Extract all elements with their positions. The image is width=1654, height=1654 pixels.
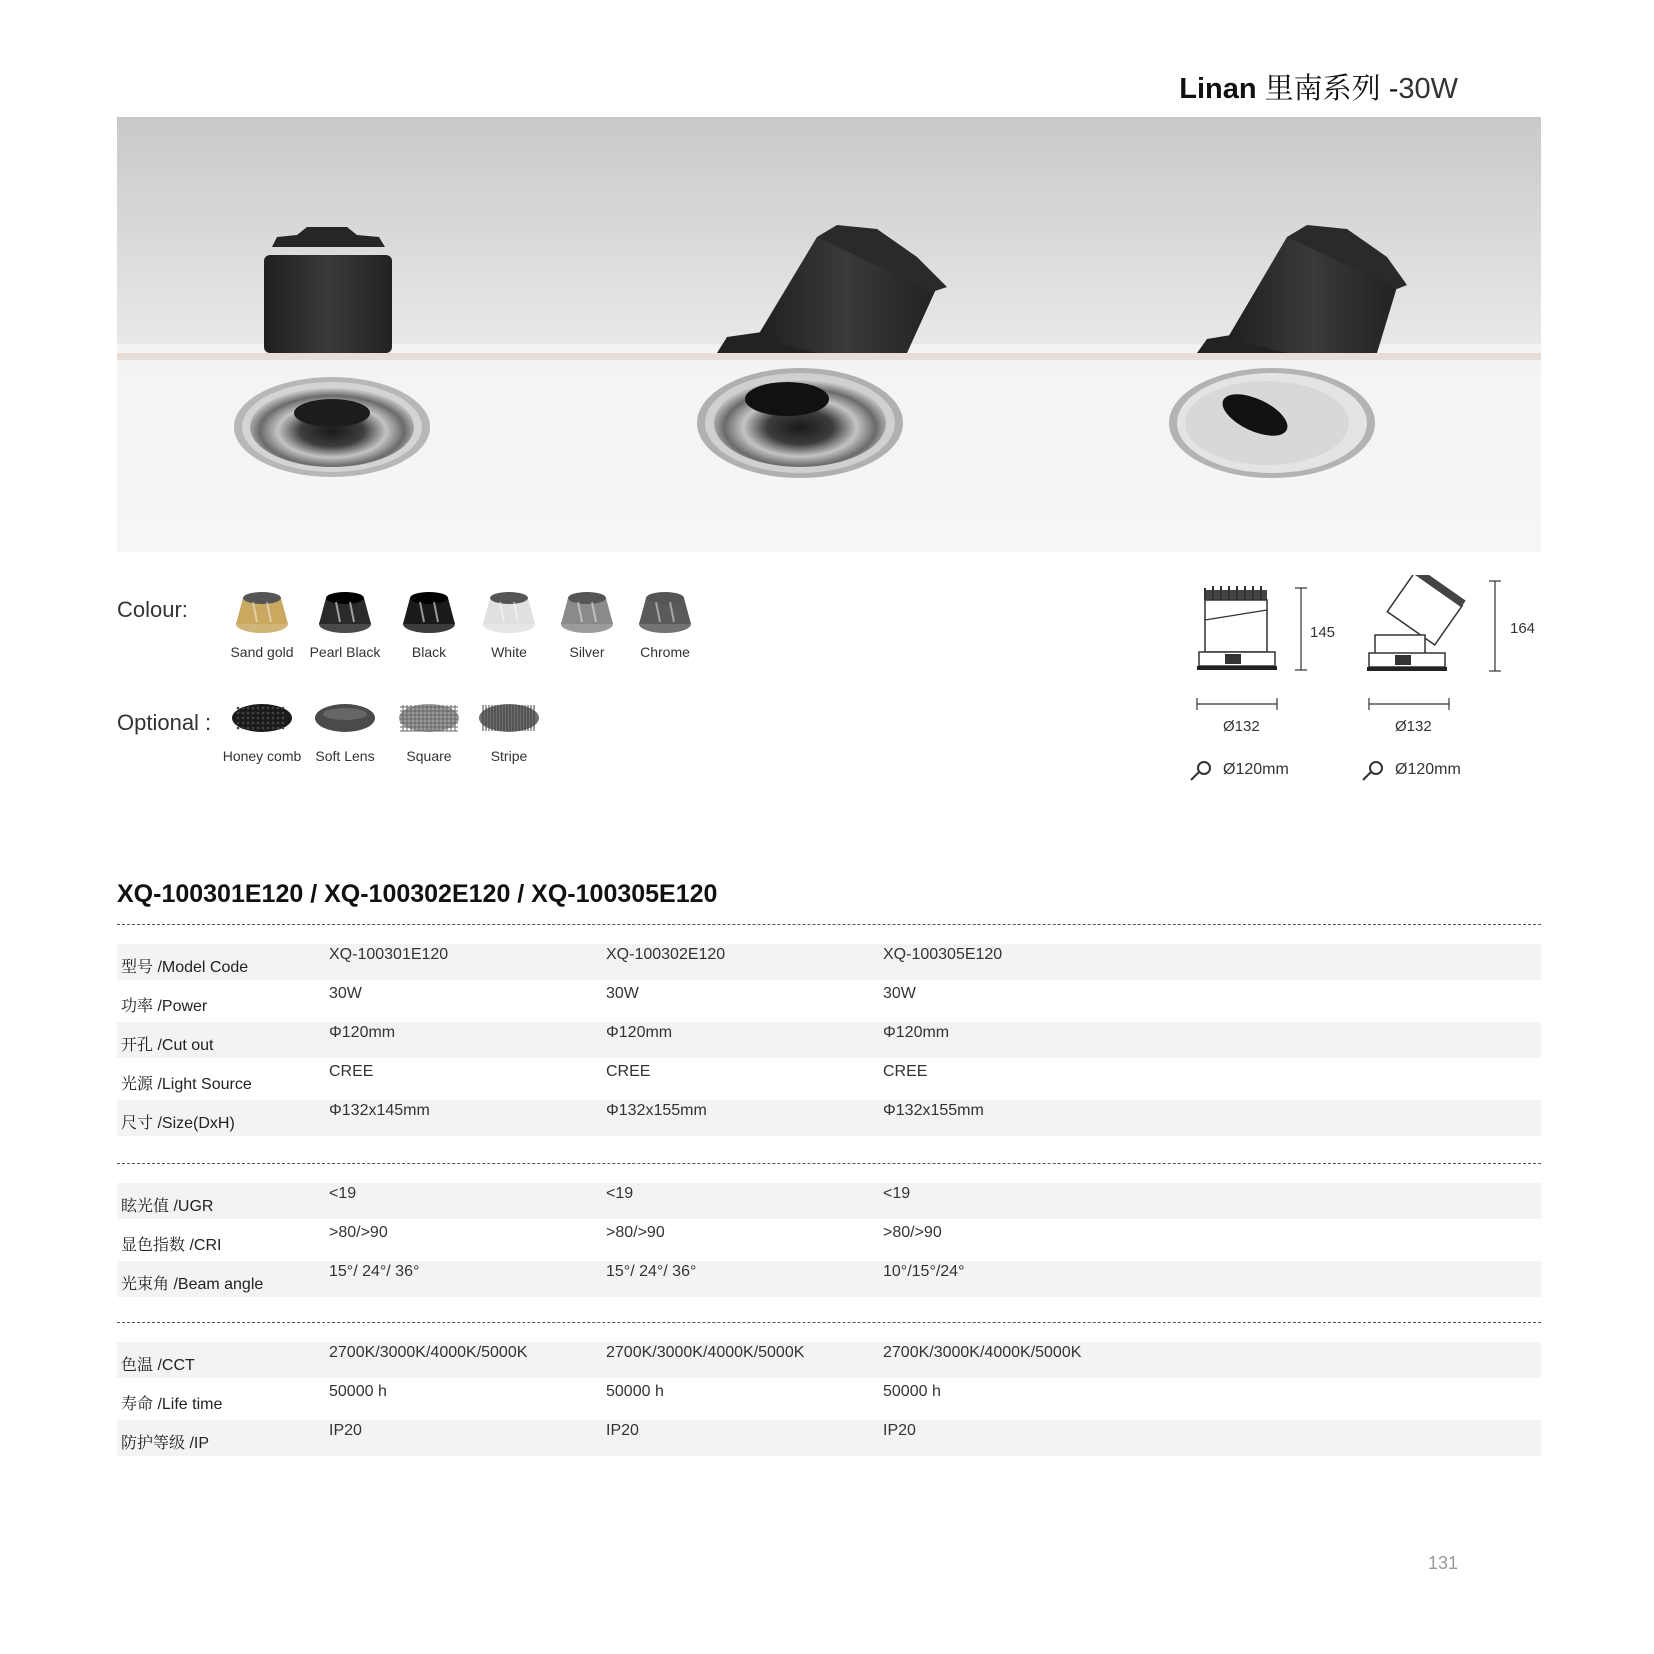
spec-value: >80/>90: [883, 1224, 942, 1241]
spec-row: [117, 1222, 1541, 1258]
colour-swatch: [542, 588, 632, 660]
spec-value: 50000 h: [606, 1383, 664, 1400]
spec-value: 2700K/3000K/4000K/5000K: [606, 1344, 805, 1361]
spec-value: 2700K/3000K/4000K/5000K: [883, 1344, 1082, 1361]
colour-swatch: [620, 588, 710, 660]
colour-swatch: [464, 588, 554, 660]
spec-label: 显色指数 /CRI: [121, 1237, 222, 1254]
dimension-width-line-1: [1195, 697, 1279, 709]
reflector-sand-gold-icon: [233, 588, 291, 636]
section-divider: [117, 1163, 1541, 1164]
series-chinese-name: 里南系列 -: [1256, 73, 1399, 105]
reflector-white-icon: [480, 588, 538, 636]
spec-row: [117, 1420, 1541, 1456]
spec-value: Φ132x155mm: [883, 1102, 984, 1119]
optional-swatch: [384, 702, 474, 764]
spec-value: XQ-100301E120: [329, 946, 449, 963]
spec-value: 30W: [329, 985, 362, 1002]
spec-row: [117, 1061, 1541, 1097]
section-divider: [117, 924, 1541, 925]
spec-value: XQ-100305E120: [883, 946, 1003, 963]
fixture-adjustable-white: [1169, 225, 1407, 478]
reflector-black-icon: [400, 588, 458, 636]
dimension-diameter-2: Ø132: [1395, 718, 1432, 735]
spec-value: <19: [329, 1185, 357, 1202]
spec-label: 眩光值 /UGR: [121, 1198, 214, 1215]
spec-value: 30W: [883, 985, 916, 1002]
spec-value: CREE: [606, 1063, 651, 1080]
spec-label: 寿命 /Life time: [121, 1396, 223, 1413]
cutout-size-1: Ø120mm: [1223, 761, 1289, 778]
spec-value: XQ-100302E120: [606, 946, 726, 963]
spec-value: Φ132x155mm: [606, 1102, 707, 1119]
spec-row: [117, 1100, 1541, 1136]
dimension-height-2: 164: [1510, 620, 1536, 637]
spec-value: 50000 h: [883, 1383, 941, 1400]
spec-value: Φ132x145mm: [329, 1102, 430, 1119]
spec-row: [117, 983, 1541, 1019]
optional-swatch-label: Soft Lens: [315, 748, 375, 764]
spec-value: Φ120mm: [883, 1024, 950, 1041]
cutout-icon: [1189, 760, 1213, 782]
square-lens-icon: [397, 702, 461, 734]
reflector-pearl-black-icon: [316, 588, 374, 636]
colour-swatch-label: Pearl Black: [309, 644, 381, 660]
spec-label: 光束角 /Beam angle: [121, 1276, 264, 1293]
spec-value: 30W: [606, 985, 639, 1002]
stripe-lens-icon: [477, 702, 541, 734]
spec-value: >80/>90: [329, 1224, 388, 1241]
spec-value: 2700K/3000K/4000K/5000K: [329, 1344, 528, 1361]
series-power: 30W: [1398, 73, 1458, 105]
spec-label: 开孔 /Cut out: [121, 1037, 214, 1054]
spec-value: 15°/ 24°/ 36°: [329, 1263, 420, 1280]
honeycomb-lens-icon: [230, 702, 294, 734]
product-hero-image: [117, 117, 1541, 552]
colour-swatch-label: Silver: [569, 644, 605, 660]
soft-lens-icon: [313, 702, 377, 734]
cutout-icon: [1361, 760, 1385, 782]
spec-label: 光源 /Light Source: [121, 1076, 252, 1093]
cutout-size-2: Ø120mm: [1395, 761, 1461, 778]
colour-swatch: [384, 588, 474, 660]
spec-row: [117, 944, 1541, 980]
colour-swatch: [300, 588, 390, 660]
spec-value: 15°/ 24°/ 36°: [606, 1263, 697, 1280]
spec-label: 尺寸 /Size(DxH): [121, 1115, 235, 1132]
spec-row: [117, 1381, 1541, 1417]
optional-label: Optional :: [117, 710, 212, 735]
optional-swatch-label: Honey comb: [222, 748, 302, 764]
series-brand: Linan: [1179, 73, 1257, 105]
fixture-adjustable: [697, 225, 947, 478]
fixture-straight: [234, 227, 430, 477]
optional-swatch: [300, 702, 390, 764]
spec-value: <19: [606, 1185, 634, 1202]
spec-value: CREE: [329, 1063, 374, 1080]
spec-value: CREE: [883, 1063, 928, 1080]
colour-swatch-label: White: [491, 644, 527, 660]
page-number: 131: [1427, 1553, 1458, 1573]
dimension-height-1: 145: [1310, 624, 1336, 641]
spec-label: 色温 /CCT: [121, 1357, 195, 1374]
colour-label: Colour:: [117, 597, 188, 622]
spec-row: [117, 1183, 1541, 1219]
spec-value: 10°/15°/24°: [883, 1263, 965, 1280]
optional-swatch-label: Square: [406, 748, 452, 764]
optional-swatch: [217, 702, 307, 764]
spec-value: IP20: [606, 1422, 639, 1439]
spec-value: 50000 h: [329, 1383, 387, 1400]
spec-label: 功率 /Power: [121, 998, 208, 1015]
reflector-chrome-icon: [636, 588, 694, 636]
optional-swatch: [464, 702, 554, 764]
colour-swatch-label: Chrome: [640, 644, 690, 660]
optional-swatch-label: Stripe: [490, 748, 528, 764]
dimension-drawing-adjustable: [1365, 575, 1515, 690]
colour-swatch-label: Sand gold: [230, 644, 294, 660]
spec-value: Φ120mm: [606, 1024, 673, 1041]
spec-label: 防护等级 /IP: [121, 1435, 210, 1452]
colour-swatch-label: Black: [411, 644, 447, 660]
page-title: [1179, 66, 1458, 107]
section-divider: [117, 1322, 1541, 1323]
spec-value: IP20: [329, 1422, 362, 1439]
dimension-diameter-1: Ø132: [1223, 718, 1260, 735]
spec-value: IP20: [883, 1422, 916, 1439]
spec-value: Φ120mm: [329, 1024, 396, 1041]
spec-label: 型号 /Model Code: [121, 959, 249, 976]
colour-swatch: [217, 588, 307, 660]
spec-row: [117, 1022, 1541, 1058]
reflector-silver-icon: [558, 588, 616, 636]
spec-value: >80/>90: [606, 1224, 665, 1241]
spec-value: <19: [883, 1185, 911, 1202]
spec-row: [117, 1342, 1541, 1378]
dimension-width-line-2: [1367, 697, 1451, 709]
spec-title: XQ-100301E120 / XQ-100302E120 / XQ-100305E120: [117, 880, 718, 908]
spec-row: [117, 1261, 1541, 1297]
